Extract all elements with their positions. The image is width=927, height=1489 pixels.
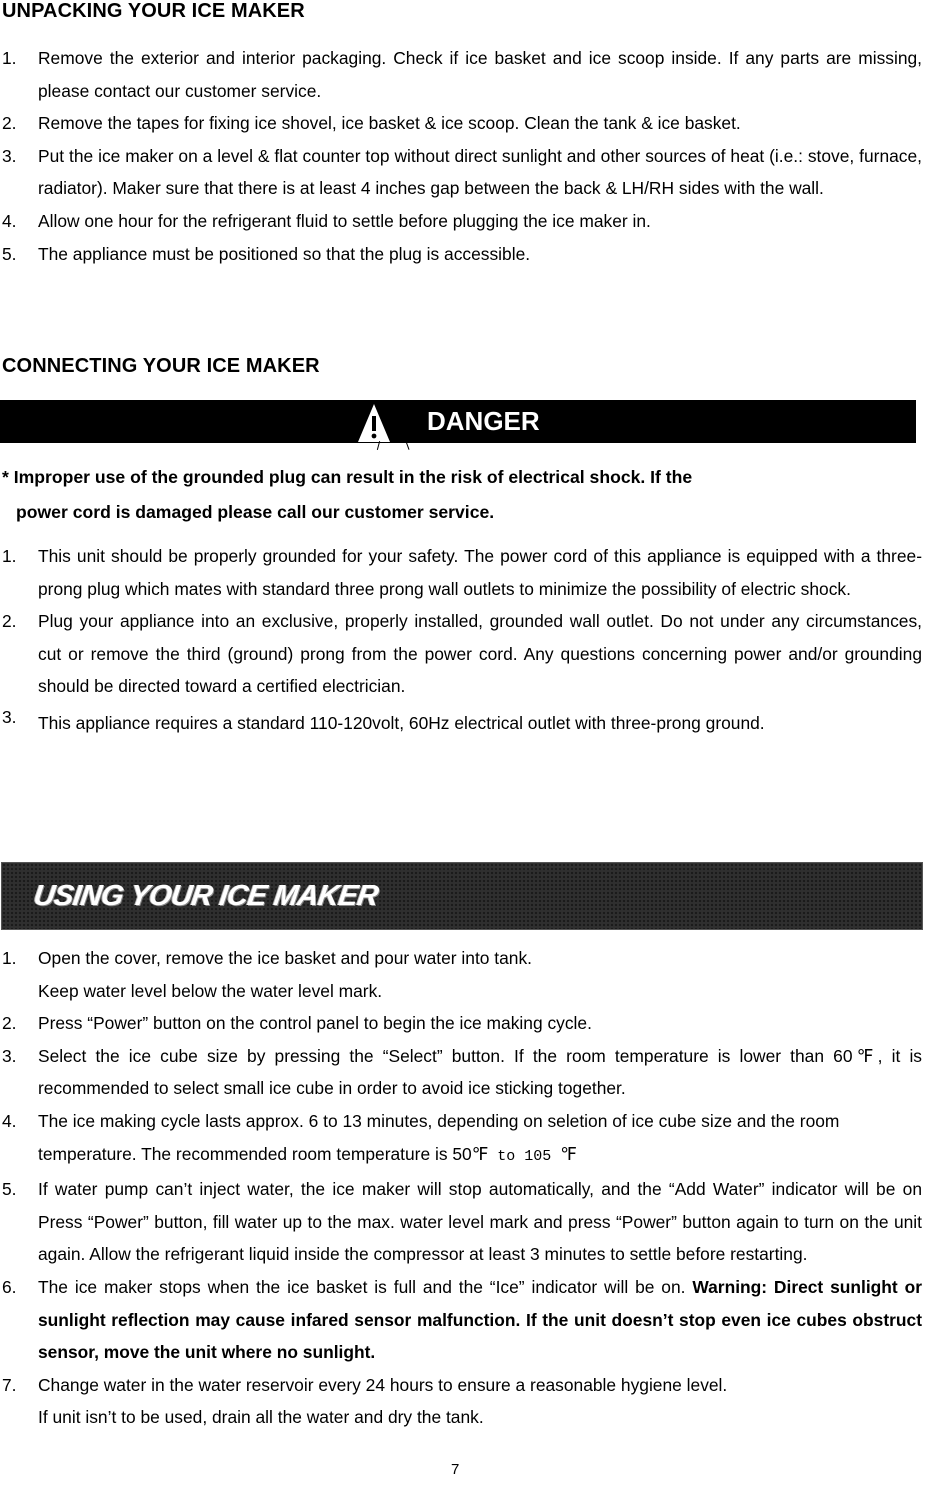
list-item: 2. Press “Power” button on the control panel to begin the ice making cycle. — [2, 1013, 592, 1034]
warning-triangle-icon — [356, 402, 392, 442]
section-banner-using — [1, 862, 923, 930]
unpacking-list — [0, 42, 922, 270]
section-title-using: USING YOUR ICE MAKER — [31, 880, 381, 912]
list-item: 5. The appliance must be positioned so that the plug is accessible. — [2, 243, 531, 264]
list-item: 4. The ice making cycle lasts approx. 6 to 13 minutes, depending on seletion of ice cube size and the room temperature. The recommended room temperature is 50℉ to 105 ℉ — [2, 1110, 840, 1165]
sunlight-warning: Warning: Direct sunlight or sunlight reflection may cause infared sensor malfunction. If the unit doesn’t stop even ice cubes obstruct sensor, move the unit where no sunlight. — [38, 1276, 922, 1363]
list-item: 2. Remove the tapes for fixing ice shovel, ice basket & ice scoop. Clean the tank & ice basket. — [2, 113, 741, 134]
using-list — [0, 942, 922, 1434]
list-item: 7. Change water in the water reservoir every 24 hours to ensure a reasonable hygiene level. If unit isn’t to be used, drain all the water and dry the tank. — [2, 1374, 728, 1428]
connecting-list — [0, 540, 922, 740]
list-item: 1. This unit should be properly grounded for your safety. The power cord of this appliance is equipped with a three-prong plug which mates with standard three prong wall outlets to minimize the possibility of electric shock. — [2, 546, 922, 599]
list-item: 3. Put the ice maker on a level & flat counter top without direct sunlight and other sources of heat (i.e.: stove, furnace, radiator). Maker sure that there is at least 4 inches gap between the back & LH/RH sides with the wall. — [2, 145, 922, 199]
fahrenheit-symbol: ℉ — [852, 1045, 878, 1066]
page-number: 7 — [451, 1461, 460, 1478]
grounding-warning: * Improper use of the grounded plug can result in the risk of electrical shock. If the power cord is damaged please call our customer service. — [2, 467, 693, 522]
fahrenheit-symbol: ℉ — [560, 1143, 577, 1164]
list-item: 3. Select the ice cube size by pressing the “Select” button. If the room temperature is lower than 60℉, it is recommended to select small ice cube in order to avoid ice sticking together. — [2, 1045, 923, 1099]
list-item: 2. Plug your appliance into an exclusive, properly installed, grounded wall outlet. Do not under any circumstances, cut or remove the third (ground) prong from the power cord. Any questions concerning power and/or grounding should be directed toward a certified electrician. — [2, 611, 922, 697]
list-item: 3. This appliance requires a standard 110-120volt, 60Hz electrical outlet with three-prong ground. — [2, 706, 765, 733]
list-item: 1. Open the cover, remove the ice basket and pour water into tank. Keep water level below the water level mark. — [2, 948, 532, 1001]
list-item: 5. If water pump can’t inject water, the ice maker will stop automatically, and the “Add Water” indicator will be on Press “Power” button, fill water up to the max. water level mark and press “Power” button again to turn on the unit again. Allow the refrigerant liquid inside the compressor at least 3 minutes to settle before restarting. — [2, 1179, 922, 1265]
list-item: 6. The ice maker stops when the ice basket is full and the “Ice” indicator will be on. Warning: Direct sunlight or sunlight reflection may cause infared sensor malfunction. If the unit doesn’t stop even ice cubes obstruct sensor, move the unit where no sunlight. — [2, 1276, 922, 1363]
section-title-connecting: CONNECTING YOUR ICE MAKER — [2, 355, 320, 377]
danger-label: DANGER — [427, 406, 540, 436]
section-title-unpacking: UNPACKING YOUR ICE MAKER — [2, 0, 305, 22]
list-item: 4. Allow one hour for the refrigerant fluid to settle before plugging the ice maker in. — [2, 210, 651, 231]
fahrenheit-symbol: ℉ — [471, 1143, 489, 1164]
list-item: 1. Remove the exterior and interior packaging. Check if ice basket and ice scoop inside. If any parts are missing, please contact our customer service. — [2, 48, 922, 101]
danger-banner — [0, 400, 916, 443]
